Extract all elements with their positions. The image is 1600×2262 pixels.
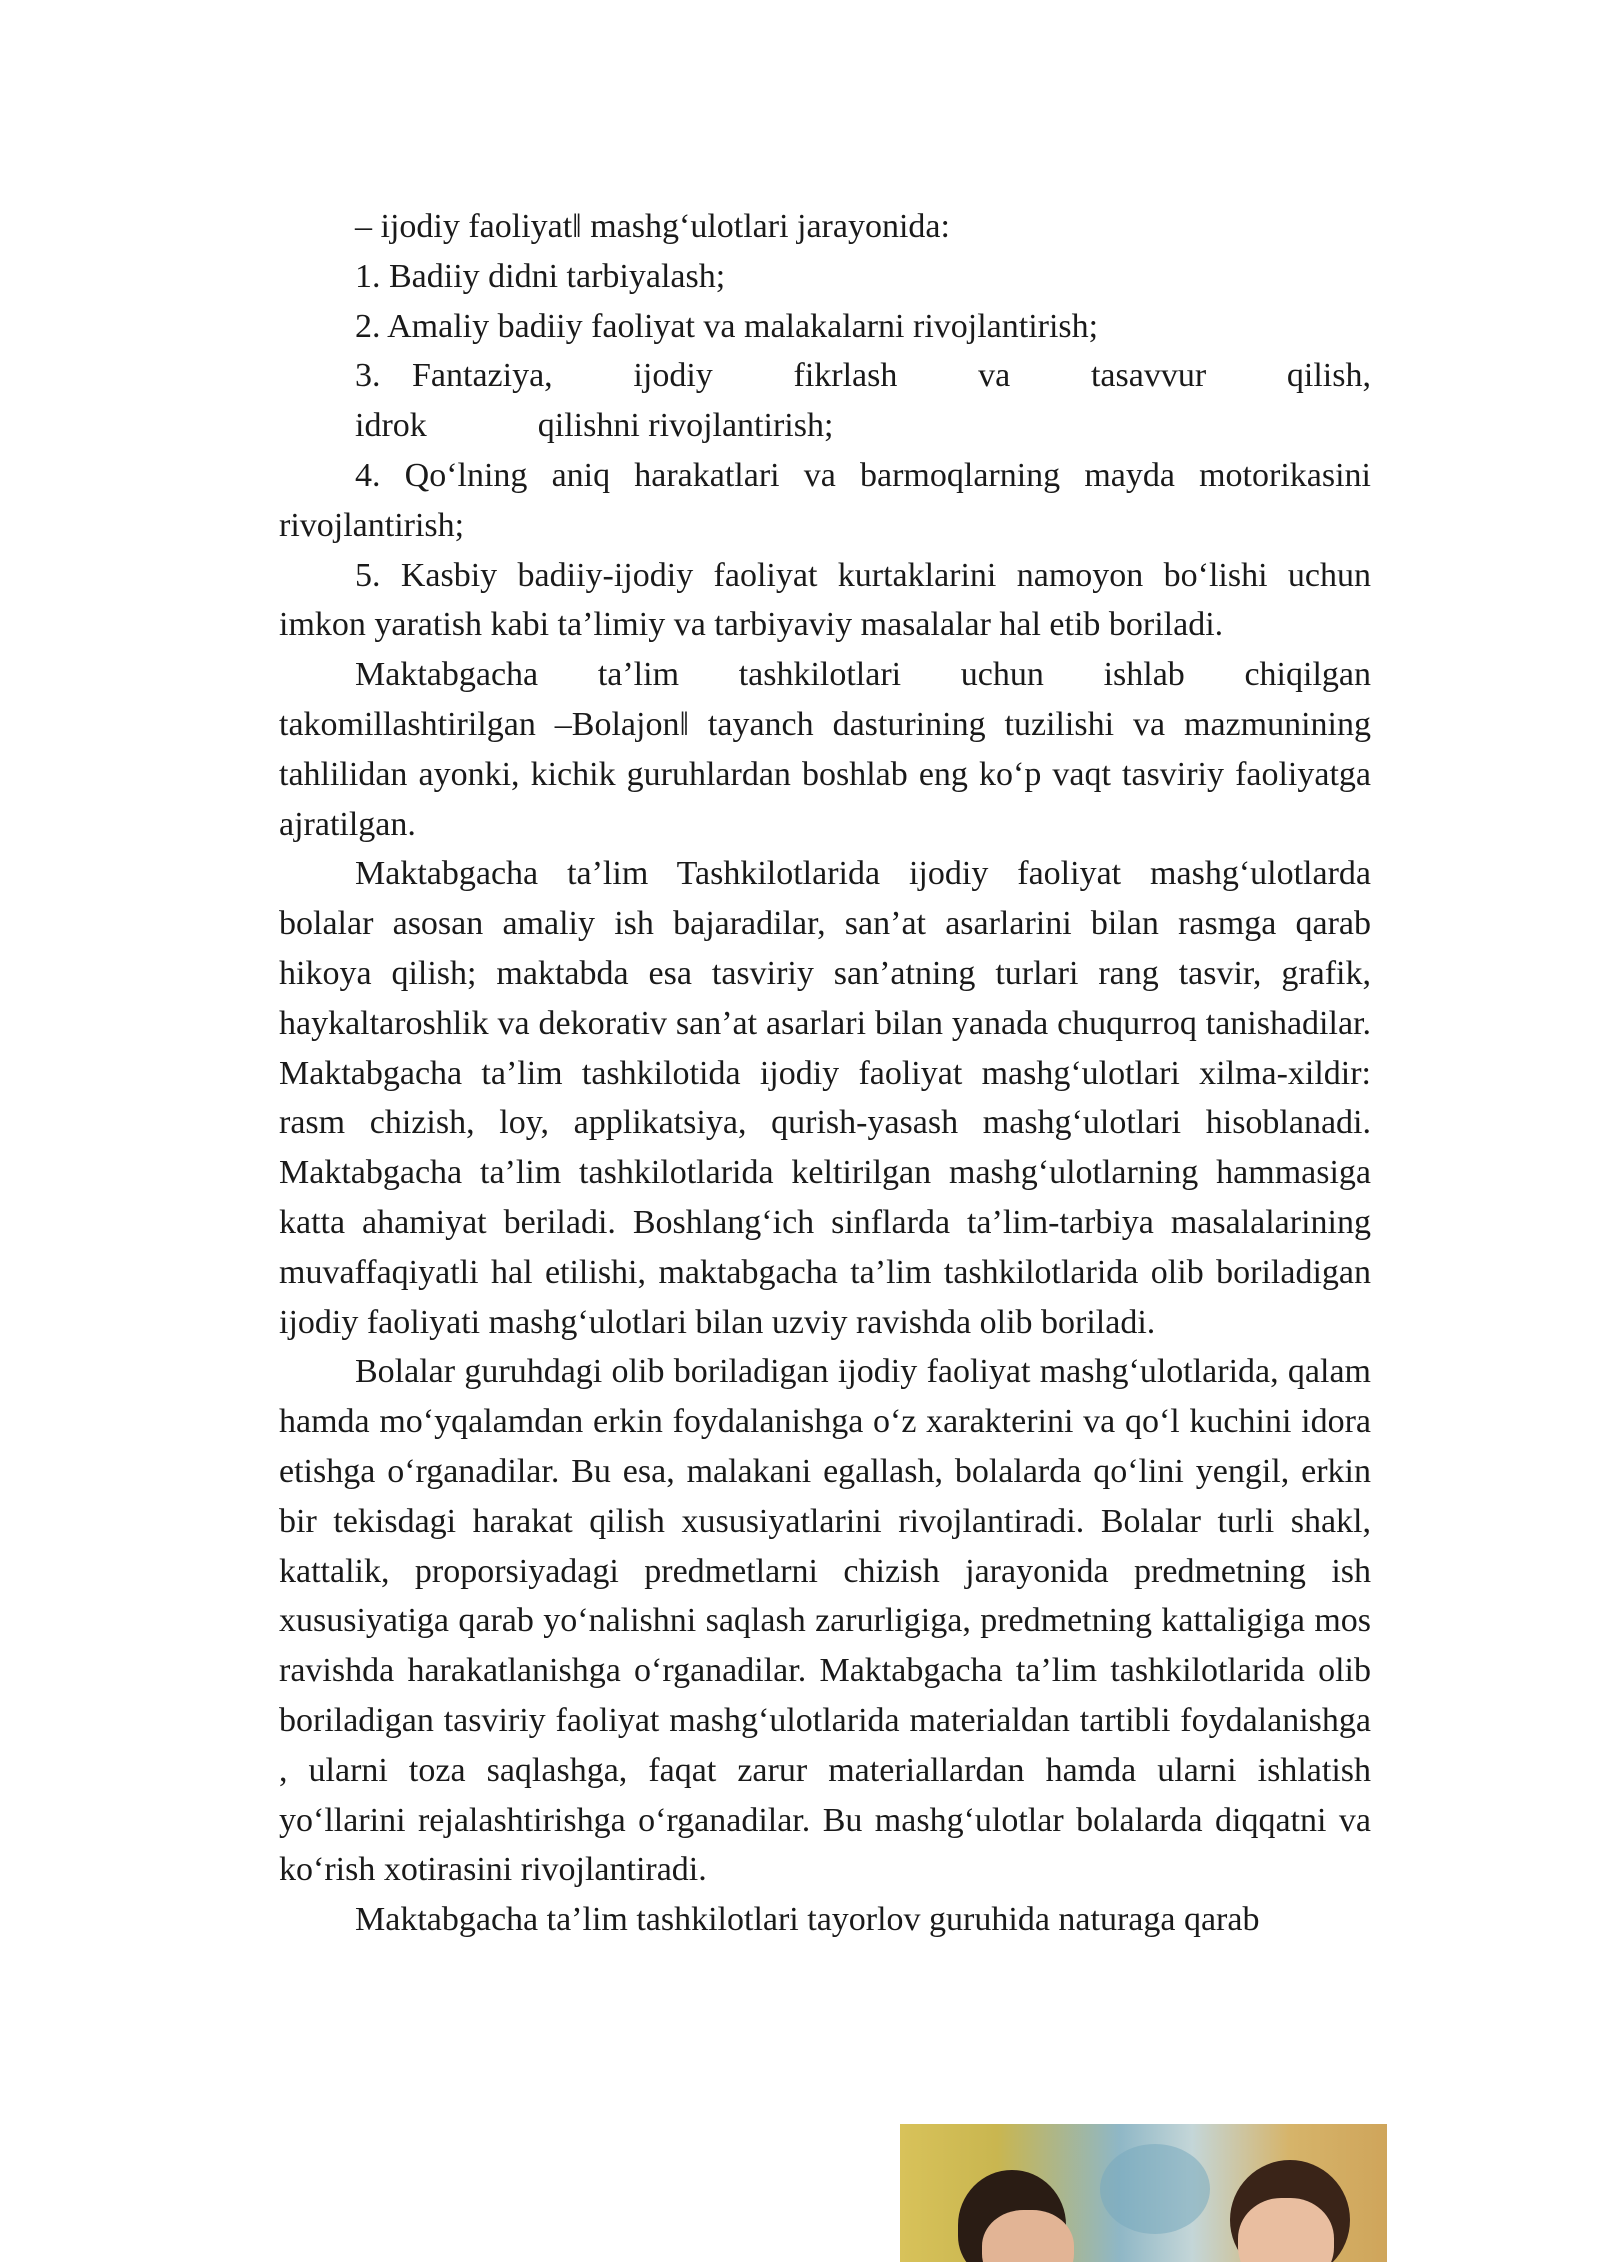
page-body	[279, 202, 1371, 1945]
paragraph-4: Maktabgacha ta’lim tashkilotlari tayorlov guruhida naturaga qarab	[355, 1901, 1260, 1939]
list-item-3-word-idrok: idrok	[355, 407, 427, 445]
list-item-4: 4. Qo‘lning aniq harakatlari va barmoqlarning mayda motorikasini rivojlantirish;	[279, 456, 1371, 544]
list-item-3-line-2-rest: qilishni rivojlantirish;	[537, 407, 834, 445]
children-photo	[900, 2124, 1387, 2262]
list-item-3	[279, 351, 1371, 401]
list-item-3-line-2	[279, 401, 1371, 451]
paragraph-3: Bolalar guruhdagi olib boriladigan ijodiy faoliyat mashg‘ulotlarida, qalam hamda mo‘yqalamdan erkin foydalanishga o‘z xarakterini va qo‘l kuchini idora etishga o‘rganadilar. Bu esa, malakani egallash, bolalarda qo‘lini yengil, erkin bir tekisdagi harakat qilish xususiyatlarini rivojlantiradi. Bolalar turli shakl, kattalik, proporsiyadagi predmetlarni chizish jarayonida predmetning ish xususiyatiga qarab yo‘nalishni saqlash zarurligiga, predmetning kattaligiga mos ravishda harakatlanishga o‘rganadilar. Maktabgacha ta’lim tashkilotlarida olib boriladigan tasviriy faoliyat mashg‘ulotlarida materialdan tartibli foydalanishga , ularni toza saqlashga, faqat zarur materiallardan hamda ularni ishlatish yo‘llarini rejalashtirishga o‘rganadilar. Bu mashg‘ulotlar bolalarda diqqatni va ko‘rish xotirasini rivojlantiradi.	[279, 1353, 1371, 1889]
paragraph-1: Maktabgacha ta’lim tashkilotlari uchun ishlab chiqilgan takomillashtirilgan –Bolajon‖ tayanch dasturining tuzilishi va mazmunining tahlilidan ayonki, kichik guruhlardan boshlab eng ko‘p vaqt tasviriy faoliyatga ajratilgan.	[279, 656, 1371, 843]
list-intro: – ijodiy faoliyat‖ mashg‘ulotlari jarayonida:	[355, 208, 950, 245]
list-item-3-number: 3.	[355, 357, 381, 395]
list-item-5: 5. Kasbiy badiiy-ijodiy faoliyat kurtaklarini namoyon bo‘lishi uchun imkon yaratish kabi ta’limiy va tarbiyaviy masalalar hal etib boriladi.	[279, 556, 1371, 644]
paragraph-2: Maktabgacha ta’lim Tashkilotlarida ijodiy faoliyat mashg‘ulotlarda bolalar asosan amaliy ish bajaradilar, san’at asarlarini bilan rasmga qarab hikoya qilish; maktabda esa tasviriy san’atning turlari rang tasvir, grafik, haykaltaroshlik va dekorativ san’at asarlari bilan yanada chuqurroq tanishadilar. Maktabgacha ta’lim tashkilotida ijodiy faoliyat mashg‘ulotlari xilma-xildir: rasm chizish, loy, applikatsiya, qurish-yasash mashg‘ulotlari hisoblanadi. Maktabgacha ta’lim tashkilotlarida keltirilgan mashg‘ulotlarning hammasiga katta ahamiyat beriladi. Boshlang‘ich sinflarda ta’lim-tarbiya masalalarining muvaffaqiyatli hal etilishi, maktabgacha ta’lim tashkilotlarida olib boriladigan ijodiy faoliyati mashg‘ulotlari bilan uzviy ravishda olib boriladi.	[279, 855, 1371, 1341]
list-item-3-line-1: Fantaziya, ijodiy fikrlash va tasavvur qilish,	[412, 357, 1371, 395]
list-item-1: 1. Badiiy didni tarbiyalash;	[355, 257, 726, 295]
photo-background	[1100, 2144, 1210, 2234]
child-right-face	[1238, 2198, 1334, 2262]
list-item-2: 2. Amaliy badiiy faoliyat va malakalarni rivojlantirish;	[355, 307, 1099, 345]
